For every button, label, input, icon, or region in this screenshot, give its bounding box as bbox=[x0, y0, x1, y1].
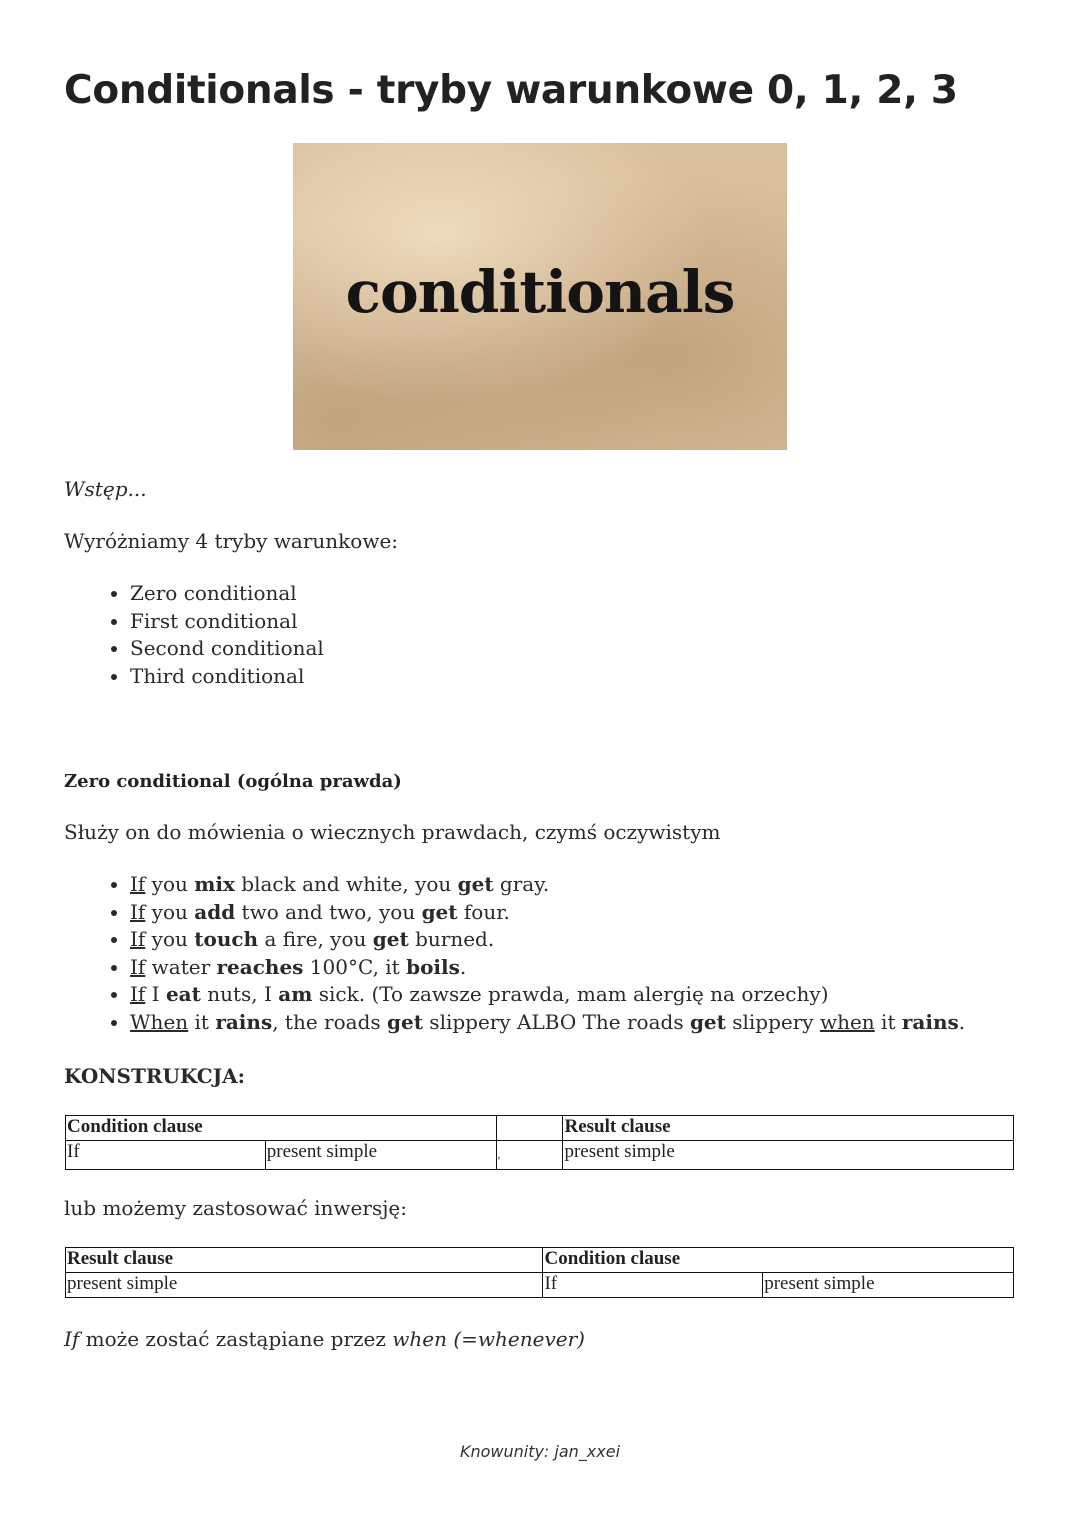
example-segment: If bbox=[130, 899, 146, 924]
example-item bbox=[130, 981, 965, 1009]
example-segment: nuts, I bbox=[200, 982, 279, 1006]
zero-conditional-heading: Zero conditional (ogólna prawda) bbox=[64, 771, 402, 792]
conditionals-banner-image bbox=[293, 143, 787, 450]
if-cell: If bbox=[66, 1141, 266, 1170]
list-item: • Third conditional bbox=[130, 663, 324, 691]
example-segment: you bbox=[145, 872, 195, 896]
tense-cell: present simple bbox=[265, 1141, 496, 1170]
example-segment: it bbox=[874, 1009, 902, 1034]
tense-cell: present simple bbox=[563, 1141, 1014, 1170]
example-segment: get bbox=[421, 899, 458, 924]
example-segment: four. bbox=[457, 899, 510, 924]
replacement-note bbox=[64, 1327, 585, 1351]
example-segment: rains bbox=[215, 1009, 273, 1034]
inversion-table bbox=[65, 1247, 1014, 1298]
example-segment: If bbox=[130, 982, 146, 1006]
list-item: • Second conditional bbox=[130, 635, 324, 663]
condition-clause-header: Condition clause bbox=[66, 1116, 497, 1141]
example-item bbox=[130, 899, 965, 927]
example-item bbox=[130, 1009, 965, 1037]
example-segment: add bbox=[194, 899, 236, 924]
comma-cell: , bbox=[496, 1141, 563, 1170]
construction-table bbox=[65, 1115, 1014, 1170]
construction-label: KONSTRUKCJA: bbox=[64, 1064, 246, 1088]
example-segment: two and two, you bbox=[235, 899, 422, 924]
example-segment: . bbox=[459, 954, 467, 979]
example-segment: If bbox=[130, 872, 146, 896]
note-middle: może zostać zastąpiane przez bbox=[79, 1327, 393, 1351]
example-segment: , the roads bbox=[272, 1009, 387, 1034]
example-segment: you bbox=[145, 899, 195, 924]
example-segment: get bbox=[457, 872, 494, 896]
example-segment: black and white, you bbox=[234, 872, 458, 896]
example-segment: get bbox=[387, 1009, 423, 1034]
tense-cell: present simple bbox=[763, 1273, 1014, 1298]
list-item: • First conditional bbox=[130, 608, 324, 636]
tense-cell: present simple bbox=[66, 1273, 543, 1298]
example-segment: reaches bbox=[216, 954, 304, 979]
inversion-text: lub możemy zastosować inwersję: bbox=[64, 1196, 407, 1220]
condition-clause-header: Condition clause bbox=[543, 1248, 1014, 1273]
zero-conditional-description: Służy on do mówienia o wiecznych prawdach, czymś oczywistym bbox=[64, 820, 721, 844]
page-title: Conditionals - tryby warunkowe 0, 1, 2, 3 bbox=[64, 68, 958, 113]
example-segment: I bbox=[145, 982, 166, 1006]
example-segment: slippery ALBO The roads bbox=[422, 1009, 690, 1034]
example-segment: touch bbox=[194, 927, 259, 951]
list-item: • Zero conditional bbox=[130, 580, 324, 608]
intro-text: Wstęp... bbox=[64, 477, 147, 501]
result-clause-header: Result clause bbox=[563, 1116, 1014, 1141]
example-segment: water bbox=[145, 954, 217, 979]
example-segment: get bbox=[372, 927, 409, 951]
banner-text: conditionals bbox=[345, 257, 735, 326]
if-cell: If bbox=[543, 1273, 763, 1298]
example-segment: get bbox=[689, 1009, 726, 1034]
example-segment: you bbox=[145, 927, 195, 951]
example-segment: am bbox=[278, 982, 313, 1006]
example-item bbox=[130, 871, 965, 899]
conditional-types-list bbox=[64, 580, 324, 690]
example-segment: eat bbox=[165, 982, 201, 1006]
note-word-if: If bbox=[64, 1327, 80, 1351]
example-segment: When bbox=[130, 1009, 189, 1034]
example-segment: boils bbox=[406, 954, 460, 979]
example-segment: a fire, you bbox=[258, 927, 373, 951]
example-segment: sick. (To zawsze prawda, mam alergię na orzechy) bbox=[312, 982, 829, 1006]
example-segment: slippery bbox=[725, 1009, 820, 1034]
types-intro: Wyróżniamy 4 tryby warunkowe: bbox=[64, 529, 399, 553]
example-segment: rains bbox=[901, 1009, 959, 1034]
example-segment: when bbox=[819, 1009, 875, 1034]
example-segment: If bbox=[130, 927, 146, 951]
example-segment: mix bbox=[194, 872, 235, 896]
note-word-when: when (=whenever) bbox=[392, 1327, 585, 1351]
example-segment: . bbox=[958, 1009, 966, 1034]
example-segment: it bbox=[188, 1009, 216, 1034]
footer-credit: Knowunity: jan_xxei bbox=[459, 1442, 621, 1461]
example-segment: 100°C, it bbox=[303, 954, 407, 979]
empty-cell bbox=[496, 1116, 563, 1141]
example-segment: If bbox=[130, 954, 146, 979]
zero-conditional-examples bbox=[64, 871, 965, 1036]
example-segment: burned. bbox=[408, 927, 495, 951]
result-clause-header: Result clause bbox=[66, 1248, 543, 1273]
example-item bbox=[130, 926, 965, 954]
example-segment: gray. bbox=[493, 872, 550, 896]
example-item bbox=[130, 954, 965, 982]
